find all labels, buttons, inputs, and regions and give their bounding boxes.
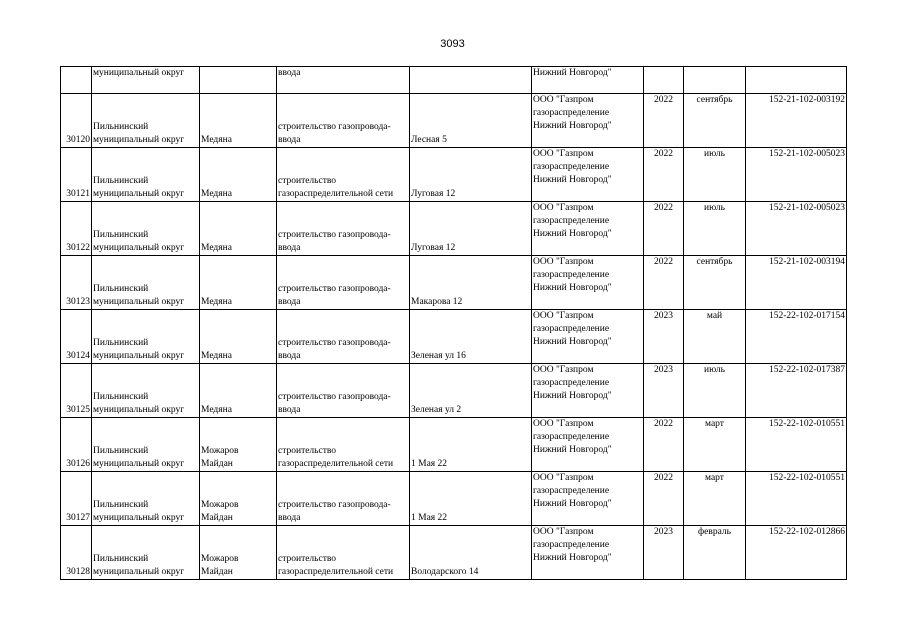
cell-address: 1 Мая 22 bbox=[410, 418, 532, 472]
cell-company-line: ООО "Газпром bbox=[533, 149, 594, 159]
cell-company-line: ООО "Газпром bbox=[533, 95, 594, 105]
cell-district bbox=[92, 364, 200, 418]
table-row bbox=[61, 202, 847, 256]
cell-address: Зеленая ул 2 bbox=[410, 364, 532, 418]
cell-work-line: строительство газопровода- bbox=[278, 122, 391, 132]
cell-company bbox=[532, 256, 644, 310]
cell-code: 152-22-102-017154 bbox=[746, 310, 847, 364]
cell-month: сентябрь bbox=[684, 94, 746, 148]
cell-company-line: ООО "Газпром bbox=[533, 419, 594, 429]
cell-district bbox=[92, 472, 200, 526]
cell-settlement-line: Медяна bbox=[201, 351, 232, 361]
table-row bbox=[61, 472, 847, 526]
cell-month: июль bbox=[684, 202, 746, 256]
cell-company bbox=[532, 202, 644, 256]
page-number: 3093 bbox=[440, 38, 465, 50]
cell-year: 2022 bbox=[644, 472, 684, 526]
cell-district-line: Пильнинский bbox=[93, 230, 149, 240]
cell-company-line: газораспределение bbox=[533, 216, 610, 226]
cell-work-line: газораспределительной сети bbox=[278, 567, 394, 577]
cell-settlement bbox=[200, 526, 277, 580]
cell-district bbox=[92, 202, 200, 256]
cell-settlement-line bbox=[201, 283, 275, 296]
cell-district-line: Пильнинский bbox=[93, 284, 149, 294]
cell-company-line: Нижний Новгород" bbox=[533, 337, 612, 347]
table-row bbox=[61, 310, 847, 364]
table-row bbox=[61, 526, 847, 580]
cell-settlement-line: Можаров bbox=[201, 446, 239, 456]
cell-company bbox=[532, 148, 644, 202]
cell-district-line: Пильнинский bbox=[93, 392, 149, 402]
cell-company bbox=[532, 94, 644, 148]
cell-code: 152-21-102-005023 bbox=[746, 148, 847, 202]
cell-settlement-line: Медяна bbox=[201, 189, 232, 199]
cell-work-line: газораспределительной сети bbox=[278, 189, 394, 199]
cell-num bbox=[61, 67, 92, 94]
cell-year: 2023 bbox=[644, 526, 684, 580]
cell-settlement-line bbox=[201, 229, 275, 242]
cell-settlement-line: Майдан bbox=[201, 513, 233, 523]
cell-address: Луговая 12 bbox=[410, 148, 532, 202]
cell-month: июль bbox=[684, 364, 746, 418]
cell-company bbox=[532, 472, 644, 526]
cell-year: 2022 bbox=[644, 256, 684, 310]
cell-district-line: муниципальный округ bbox=[93, 351, 185, 361]
cell-settlement-line: Медяна bbox=[201, 243, 232, 253]
cell-work bbox=[277, 310, 410, 364]
cell-settlement-line: Медяна bbox=[201, 135, 232, 145]
cell-settlement-line: Майдан bbox=[201, 567, 233, 577]
cell-settlement-line bbox=[201, 337, 275, 350]
cell-district bbox=[92, 310, 200, 364]
cell-company-line: газораспределение bbox=[533, 486, 610, 496]
cell-year: 2022 bbox=[644, 202, 684, 256]
cell-district-line: муниципальный округ bbox=[93, 243, 185, 253]
cell-address: Володарского 14 bbox=[410, 526, 532, 580]
cell-company-line: газораспределение bbox=[533, 162, 610, 172]
cell-month: июль bbox=[684, 148, 746, 202]
cell-num: 30121 bbox=[61, 148, 92, 202]
cell-company-line: Нижний Новгород" bbox=[533, 283, 612, 293]
cell-year: 2023 bbox=[644, 364, 684, 418]
cell-settlement bbox=[200, 94, 277, 148]
cell-district bbox=[92, 94, 200, 148]
cell-company: Нижний Новгород" bbox=[532, 67, 644, 94]
cell-district-line: муниципальный округ bbox=[93, 135, 185, 145]
cell-work-line: строительство газопровода- bbox=[278, 230, 391, 240]
cell-company-line: ООО "Газпром bbox=[533, 257, 594, 267]
cell-address: Луговая 12 bbox=[410, 202, 532, 256]
cell-company-line: газораспределение bbox=[533, 540, 610, 550]
cell-address: Зеленая ул 16 bbox=[410, 310, 532, 364]
cell-company bbox=[532, 526, 644, 580]
cell-settlement bbox=[200, 310, 277, 364]
records-table bbox=[60, 66, 847, 580]
cell-settlement bbox=[200, 67, 277, 94]
cell-year: 2022 bbox=[644, 94, 684, 148]
cell-num: 30126 bbox=[61, 418, 92, 472]
cell-work bbox=[277, 472, 410, 526]
cell-num: 30122 bbox=[61, 202, 92, 256]
cell-work-line: ввода bbox=[278, 513, 301, 523]
cell-month bbox=[684, 67, 746, 94]
cell-district-line: Пильнинский bbox=[93, 338, 149, 348]
cell-district-line: Пильнинский bbox=[93, 122, 149, 132]
cell-code: 152-22-102-012866 bbox=[746, 526, 847, 580]
cell-num: 30124 bbox=[61, 310, 92, 364]
cell-company-line: ООО "Газпром bbox=[533, 365, 594, 375]
cell-company-line: Нижний Новгород" bbox=[533, 553, 612, 563]
cell-num: 30125 bbox=[61, 364, 92, 418]
cell-month: май bbox=[684, 310, 746, 364]
cell-year: 2023 bbox=[644, 310, 684, 364]
cell-settlement-line: Можаров bbox=[201, 500, 239, 510]
cell-work-line: строительство bbox=[278, 554, 337, 564]
cell-work bbox=[277, 94, 410, 148]
cell-work-line: строительство газопровода- bbox=[278, 338, 391, 348]
cell-company-line: Нижний Новгород" bbox=[533, 229, 612, 239]
cell-code: 152-22-102-010551 bbox=[746, 472, 847, 526]
cell-work-line: ввода bbox=[278, 243, 301, 253]
cell-company-line: Нижний Новгород" bbox=[533, 121, 612, 131]
cell-num: 30123 bbox=[61, 256, 92, 310]
cell-work-line: строительство газопровода- bbox=[278, 500, 391, 510]
cell-work-line: строительство газопровода- bbox=[278, 392, 391, 402]
cell-company bbox=[532, 418, 644, 472]
cell-settlement bbox=[200, 148, 277, 202]
cell-month: март bbox=[684, 418, 746, 472]
cell-settlement-line bbox=[201, 175, 275, 188]
cell-company-line: газораспределение bbox=[533, 108, 610, 118]
cell-settlement bbox=[200, 256, 277, 310]
cell-work-line: строительство газопровода- bbox=[278, 284, 391, 294]
cell-district-line: Пильнинский bbox=[93, 500, 149, 510]
cell-settlement-line bbox=[201, 121, 275, 134]
cell-district-line: муниципальный округ bbox=[93, 405, 185, 415]
cell-company-line: Нижний Новгород" bbox=[533, 445, 612, 455]
cell-year: 2022 bbox=[644, 148, 684, 202]
cell-work bbox=[277, 202, 410, 256]
table-row bbox=[61, 256, 847, 310]
cell-company-line: Нижний Новгород" bbox=[533, 391, 612, 401]
cell-district bbox=[92, 526, 200, 580]
cell-address: Макарова 12 bbox=[410, 256, 532, 310]
cell-company-line: Нижний Новгород" bbox=[533, 499, 612, 509]
cell-address bbox=[410, 67, 532, 94]
cell-company bbox=[532, 364, 644, 418]
cell-district-line: Пильнинский bbox=[93, 554, 149, 564]
cell-code: 152-22-102-010551 bbox=[746, 418, 847, 472]
cell-code: 152-21-102-003194 bbox=[746, 256, 847, 310]
cell-code: 152-22-102-017387 bbox=[746, 364, 847, 418]
cell-settlement bbox=[200, 364, 277, 418]
cell-work-line: строительство bbox=[278, 176, 337, 186]
cell-company-line: ООО "Газпром bbox=[533, 203, 594, 213]
cell-address: 1 Мая 22 bbox=[410, 472, 532, 526]
cell-code: 152-21-102-005023 bbox=[746, 202, 847, 256]
cell-work bbox=[277, 256, 410, 310]
cell-work bbox=[277, 148, 410, 202]
cell-company-line: газораспределение bbox=[533, 378, 610, 388]
cell-district bbox=[92, 418, 200, 472]
cell-district-line: муниципальный округ bbox=[93, 459, 185, 469]
cell-settlement-line bbox=[201, 391, 275, 404]
cell-settlement bbox=[200, 418, 277, 472]
continuation-row bbox=[61, 67, 847, 94]
cell-address: Лесная 5 bbox=[410, 94, 532, 148]
cell-district bbox=[92, 256, 200, 310]
table-row bbox=[61, 418, 847, 472]
cell-work bbox=[277, 526, 410, 580]
cell-code bbox=[746, 67, 847, 94]
cell-work-line: газораспределительной сети bbox=[278, 459, 394, 469]
cell-settlement-line: Можаров bbox=[201, 554, 239, 564]
cell-code: 152-21-102-003192 bbox=[746, 94, 847, 148]
cell-work bbox=[277, 418, 410, 472]
cell-settlement bbox=[200, 472, 277, 526]
cell-company-line: Нижний Новгород" bbox=[533, 175, 612, 185]
cell-district-line: муниципальный округ bbox=[93, 513, 185, 523]
cell-num: 30128 bbox=[61, 526, 92, 580]
cell-district-line: муниципальный округ bbox=[93, 567, 185, 577]
cell-month: март bbox=[684, 472, 746, 526]
cell-work bbox=[277, 364, 410, 418]
cell-company-line: ООО "Газпром bbox=[533, 527, 594, 537]
cell-district bbox=[92, 148, 200, 202]
cell-company-line: газораспределение bbox=[533, 324, 610, 334]
cell-work: ввода bbox=[277, 67, 410, 94]
cell-settlement-line: Медяна bbox=[201, 405, 232, 415]
cell-work-line: ввода bbox=[278, 135, 301, 145]
cell-company-line: газораспределение bbox=[533, 270, 610, 280]
cell-settlement-line: Майдан bbox=[201, 459, 233, 469]
cell-month: февраль bbox=[684, 526, 746, 580]
table-row bbox=[61, 148, 847, 202]
cell-district-line: муниципальный округ bbox=[93, 189, 185, 199]
cell-year bbox=[644, 67, 684, 94]
cell-company-line: ООО "Газпром bbox=[533, 473, 594, 483]
cell-work-line: ввода bbox=[278, 405, 301, 415]
cell-settlement-line: Медяна bbox=[201, 297, 232, 307]
table-body bbox=[61, 67, 847, 580]
table-row bbox=[61, 94, 847, 148]
table-row bbox=[61, 364, 847, 418]
cell-num: 30127 bbox=[61, 472, 92, 526]
cell-work-line: ввода bbox=[278, 351, 301, 361]
cell-district-line: Пильнинский bbox=[93, 446, 149, 456]
cell-district-line: муниципальный округ bbox=[93, 297, 185, 307]
cell-company bbox=[532, 310, 644, 364]
cell-company-line: ООО "Газпром bbox=[533, 311, 594, 321]
cell-company-line: газораспределение bbox=[533, 432, 610, 442]
cell-work-line: строительство bbox=[278, 446, 337, 456]
cell-num: 30120 bbox=[61, 94, 92, 148]
cell-year: 2022 bbox=[644, 418, 684, 472]
cell-work-line: ввода bbox=[278, 297, 301, 307]
cell-district-line: Пильнинский bbox=[93, 176, 149, 186]
cell-settlement bbox=[200, 202, 277, 256]
cell-district: муниципальный округ bbox=[92, 67, 200, 94]
cell-month: сентябрь bbox=[684, 256, 746, 310]
